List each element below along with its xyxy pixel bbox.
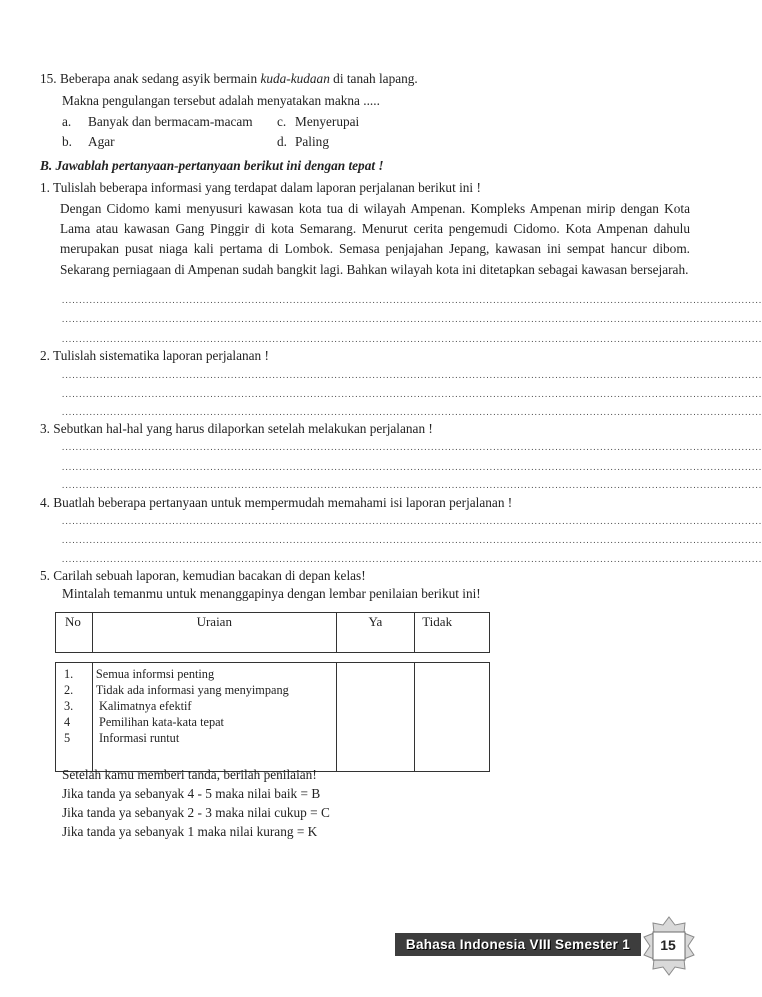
q2-answer-line-2: ........................................................................................................................................................................................................... bbox=[62, 389, 762, 399]
q15-option-a-text: Banyak dan bermacam-macam bbox=[88, 114, 253, 129]
row-5-text: Informasi runtut bbox=[95, 731, 180, 745]
row-3-no: 3. bbox=[64, 699, 74, 713]
q4-answer-line-2: ........................................................................................................................................................................................................... bbox=[62, 535, 762, 545]
table-separator bbox=[56, 653, 490, 663]
table-body-row bbox=[56, 663, 490, 772]
after-line-2: Jika tanda ya sebanyak 4 - 5 maka nilai baik = B bbox=[62, 786, 321, 801]
q15-number: 15. bbox=[40, 71, 57, 86]
tidak-answer-cell[interactable] bbox=[415, 663, 490, 772]
header-tidak: Tidak bbox=[415, 613, 490, 653]
after-line-1: Setelah kamu memberi tanda, berilah penilaian! bbox=[62, 767, 317, 782]
header-no: No bbox=[56, 613, 93, 653]
q4-answer-line-1: ........................................................................................................................................................................................................... bbox=[62, 516, 762, 526]
section-b-heading: B. Jawablah pertanyaan-pertanyaan berikut ini dengan tepat ! bbox=[40, 158, 384, 173]
row-2-no: 2. bbox=[64, 683, 74, 697]
q15-option-c-label: c. bbox=[277, 114, 287, 129]
row-5-no: 5 bbox=[64, 731, 71, 745]
q1-answer-line-3: ........................................................................................................................................................................................................... bbox=[62, 334, 762, 344]
q15-option-c-text: Menyerupai bbox=[295, 114, 360, 129]
q3-answer-line-3: ........................................................................................................................................................................................................... bbox=[62, 480, 762, 490]
q3-answer-line-1: ........................................................................................................................................................................................................... bbox=[62, 442, 762, 452]
q5-line2: Mintalah temanmu untuk menanggapinya dengan lembar penilaian berikut ini! bbox=[62, 586, 481, 601]
q1-label: 1. Tulislah beberapa informasi yang terdapat dalam laporan perjalanan berikut ini ! bbox=[40, 180, 481, 195]
q1-answer-line-1: ........................................................................................................................................................................................................... bbox=[62, 295, 762, 305]
row-4-no: 4 bbox=[64, 715, 71, 729]
q15-option-b-label: b. bbox=[62, 134, 72, 149]
q15-option-d-text: Paling bbox=[295, 134, 329, 149]
q15-stem bbox=[40, 71, 418, 87]
row-1-no: 1. bbox=[64, 667, 74, 681]
q1-answer-line-2: ........................................................................................................................................................................................................... bbox=[62, 314, 762, 324]
q15-text-after: di tanah lapang. bbox=[329, 71, 418, 86]
q4-answer-line-3: ........................................................................................................................................................................................................... bbox=[62, 554, 762, 564]
uraian-column bbox=[92, 663, 336, 772]
q2-answer-line-1: ........................................................................................................................................................................................................... bbox=[62, 370, 762, 380]
table-header-row bbox=[56, 613, 490, 653]
q15-line2: Makna pengulangan tersebut adalah menyatakan makna ..... bbox=[62, 93, 380, 108]
row-1-text: Semua informsi penting bbox=[95, 667, 215, 681]
footer-book-title: Bahasa Indonesia VIII Semester 1 bbox=[395, 933, 641, 956]
ya-answer-cell[interactable] bbox=[336, 663, 415, 772]
q1-paragraph: Dengan Cidomo kami menyusuri kawasan kota tua di wilayah Ampenan. Kompleks Ampenan mirip dengan Kota Lama atau kawasan Gang Pinggir di kota Semarang. Menurut cerita pengemudi Cidomo. Kota Ampenan dahulu merupakan pusat niaga kali pertama di Lombok. Semasa penjajahan Jepang, kawasan ini sempat hancur dibom. Sekarang perniagaan di Ampenan sudah bangkit lagi. Bahkan wilayah kota ini ditetapkan sebagai kawasan bersejarah. bbox=[60, 201, 690, 277]
after-line-3: Jika tanda ya sebanyak 2 - 3 maka nilai cukup = C bbox=[62, 805, 330, 820]
q15-text-before: Beberapa anak sedang asyik bermain bbox=[59, 71, 261, 86]
q3-label: 3. Sebutkan hal-hal yang harus dilaporkan setelah melakukan perjalanan ! bbox=[40, 421, 433, 436]
q15-option-d-label: d. bbox=[277, 134, 287, 149]
page-number: 15 bbox=[660, 937, 676, 953]
row-4-text: Pemilihan kata-kata tepat bbox=[95, 715, 224, 729]
q15-option-b-text: Agar bbox=[88, 134, 115, 149]
q2-answer-line-3: ........................................................................................................................................................................................................... bbox=[62, 407, 762, 417]
after-line-4: Jika tanda ya sebanyak 1 maka nilai kurang = K bbox=[62, 824, 318, 839]
q5-label: 5. Carilah sebuah laporan, kemudian bacakan di depan kelas! bbox=[40, 568, 366, 583]
q3-answer-line-2: ........................................................................................................................................................................................................... bbox=[62, 462, 762, 472]
row-2-text: Tidak ada informasi yang menyimpang bbox=[95, 683, 289, 697]
header-ya: Ya bbox=[336, 613, 415, 653]
no-column bbox=[56, 663, 93, 772]
q15-text-italic: kuda-kudaan bbox=[260, 71, 330, 86]
row-3-text: Kalimatnya efektif bbox=[95, 699, 192, 713]
q4-label: 4. Buatlah beberapa pertanyaan untuk mempermudah memahami isi laporan perjalanan ! bbox=[40, 495, 513, 510]
assessment-table bbox=[55, 612, 490, 772]
q2-label: 2. Tulislah sistematika laporan perjalanan ! bbox=[40, 348, 269, 363]
q15-option-a-label: a. bbox=[62, 114, 72, 129]
header-uraian: Uraian bbox=[92, 613, 336, 653]
